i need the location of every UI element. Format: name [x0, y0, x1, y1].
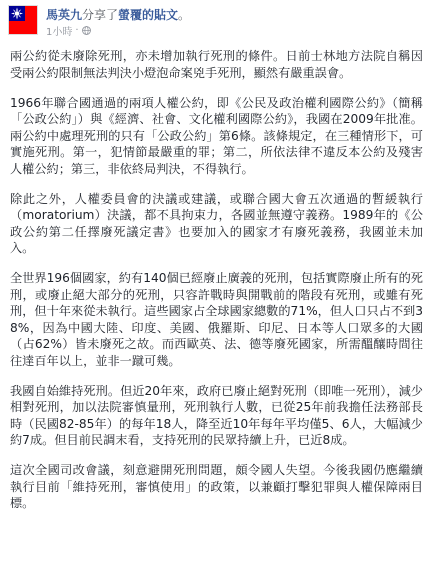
post-paragraph-4: 全世界196個國家，約有140個已經廢止廣義的死刑，包括實際廢止所有的死刑，或廢止絕大部分的死刑，只容許戰時與開戰前的階段有死刑，或雖有死刑，但十年來從未執行。這些國家占全球國家總數的71%，但人口只占不到38%，因為中國大陸、印度、美國、俄羅斯、印尼、日本等人口眾多的大國（占62%）皆未廢死之故。而西歐英、法、德等廢死國家，所需醞釀時間往往達百年以上，並非一蹴可幾。 [10, 271, 423, 368]
shared-post-link[interactable]: 螢覆的貼文 [118, 8, 179, 22]
author-name-link[interactable]: 馬英九 [46, 8, 83, 22]
post-meta [46, 23, 91, 38]
period-text: 。 [178, 8, 191, 22]
post-timestamp[interactable]: 1小時 [46, 27, 73, 38]
author-line [46, 6, 190, 23]
post-paragraph-1: 兩公約從未廢除死刑，亦未增加執行死刑的條件。日前士林地方法院自稱因受兩公約限制無法判決小燈泡命案兇手死刑，顯然有嚴重誤會。 [10, 49, 423, 80]
taiwan-flag-icon[interactable] [8, 5, 38, 35]
post-body [10, 48, 423, 525]
share-action-text: 分享了 [82, 8, 119, 22]
post-paragraph-6: 這次全國司改會議，刻意避開死刑問題，頗令國人失望。今後我國仍應繼續執行目前「維持死刑，審慎使用」的政策，以兼顧打擊犯罪與人權保障兩目標。 [10, 463, 423, 510]
post-paragraph-2: 1966年聯合國通過的兩項人權公約，即《公民及政治權利國際公約》（簡稱「公政公約」）與《經濟、社會、文化權利國際公約》，我國在2009年批准。兩公約中處理死刑的只有「公政公約」第6條。該條規定，在三種情形下，可實施死刑。第一，犯情節最嚴重的罪；第二，所依法律不違反本公約及殘害人權公約；第三，非依終局判決，不得執行。 [10, 95, 423, 176]
post-paragraph-5: 我國自始維持死刑。但近20年來，政府已廢止絕對死刑（即唯一死刑），減少相對死刑，加以法院審慎量刑，死刑執行人數，已從25年前我擔任法務部長時（民國82-85年）的每年18人，降至近10年每年平均僅5、6人，大幅減少約7成。但目前民調末看，支持死刑的民眾持續上升，已近8成。 [10, 383, 423, 447]
post-paragraph-3: 除此之外，人權委員會的決議或建議，或聯合國大會五次通過的暫緩執行（moratorium）決議，都不具拘束力，各國並無遵守義務。1989年的《公政公約第二任擇廢死議定書》也要加入的國家才有廢死義務，我國並未加入。 [10, 191, 423, 255]
post-header [8, 5, 428, 39]
globe-icon[interactable] [82, 26, 91, 35]
meta-separator: · [75, 25, 79, 36]
